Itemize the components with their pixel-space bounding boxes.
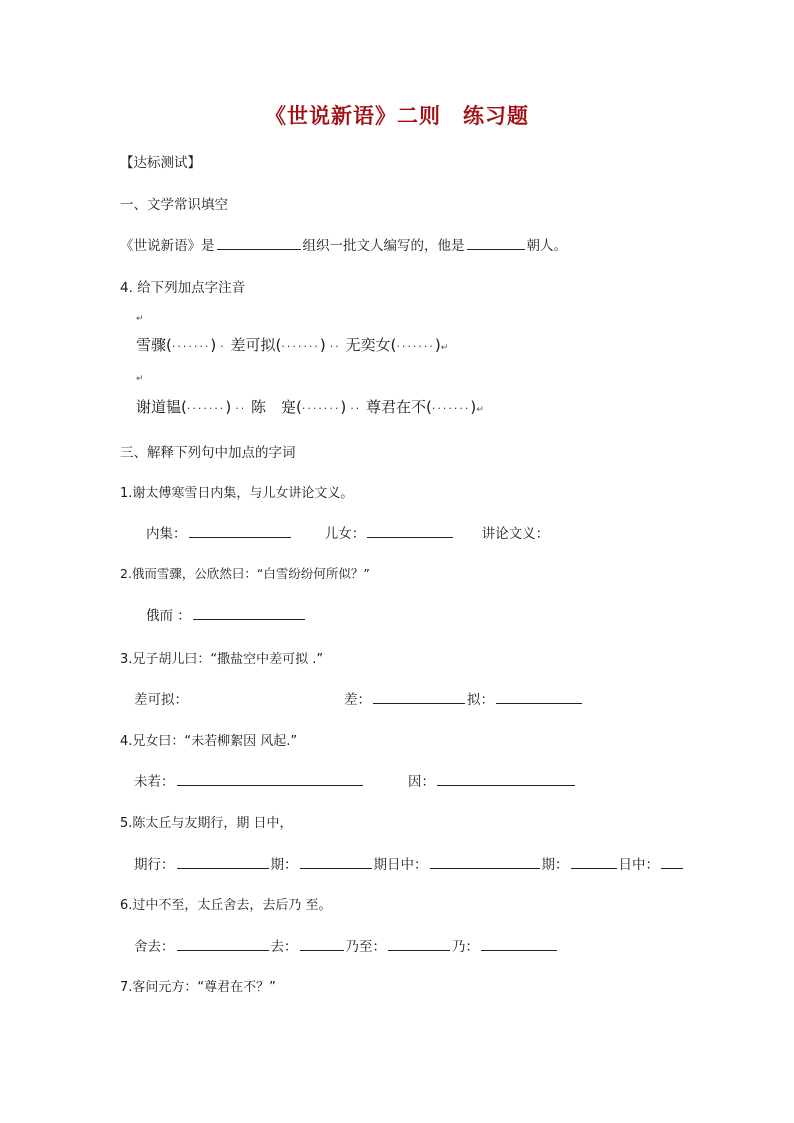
blank-line[interactable] [189, 523, 291, 538]
blank-line[interactable] [661, 854, 683, 869]
pinyin-blank[interactable]: ······· [431, 402, 471, 415]
pinyin-blank[interactable]: ······· [171, 340, 211, 353]
blank-line[interactable] [177, 936, 269, 951]
blank-line[interactable] [217, 235, 301, 250]
question-1: 1.谢太傅寒雪日内集，与儿女讲论文义。 [120, 486, 354, 501]
blank-line[interactable] [571, 854, 617, 869]
blank-line[interactable] [300, 936, 344, 951]
part1-heading: 一、文学常识填空 [120, 197, 228, 213]
blank-line[interactable] [177, 854, 269, 869]
blank-line[interactable] [467, 235, 525, 250]
answer-row-1: 内集： 儿女： 讲论文义： [146, 522, 549, 542]
pinyin-word: 雪骤 [136, 336, 167, 354]
pinyin-word: 谢道韫 [136, 398, 182, 416]
answer-row-5: 期行： 期： 期日中： 期： 日中： [134, 853, 685, 873]
sentence-part: 《世说新语》是 [120, 238, 215, 254]
pinyin-word: 尊君在不 [366, 398, 427, 416]
pinyin-blank[interactable]: ······· [396, 340, 435, 353]
return-mark: ↵ [440, 343, 449, 353]
pinyin-word: 陈 寔 [251, 398, 297, 416]
blank-line[interactable] [496, 689, 582, 704]
blank-line[interactable] [367, 523, 453, 538]
blank-line[interactable] [193, 605, 305, 620]
section-label: 【达标测试】 [120, 155, 201, 171]
answer-row-6: 舍去： 去： 乃至： 乃： [134, 935, 559, 955]
return-mark: ↵ [136, 374, 144, 384]
pinyin-word: 无奕女 [345, 336, 391, 354]
answer-row-4: 未若： 因： [134, 770, 594, 790]
pinyin-blank[interactable]: ······· [301, 402, 341, 415]
pinyin-blank[interactable]: ······· [186, 402, 226, 415]
blank-line[interactable] [437, 771, 575, 786]
question-7: 7.客问元方：“尊君在不？” [120, 980, 276, 995]
answer-row-3: 差可拟： 差： 拟： [134, 688, 594, 708]
page-title: 《世说新语》二则 练习题 [265, 103, 529, 128]
part3-heading: 三、解释下列句中加点的字词 [120, 445, 296, 461]
part2-heading: 4. 给下列加点字注音 [120, 280, 246, 296]
question-5: 5.陈太丘与友期行，期 日中， [120, 816, 293, 831]
pinyin-row: 谢道韫(·······) ·· 陈 寔(·······) ·· 尊君在不(·······)↵ [136, 398, 484, 416]
sentence-part: 组织一批文人编写的，他是 [302, 238, 465, 254]
blank-line[interactable] [177, 771, 363, 786]
blank-line[interactable] [373, 689, 465, 704]
return-mark: ↵ [136, 314, 144, 324]
question-2: 2.俄而雪骤，公欣然曰：“白雪纷纷何所似？” [120, 566, 370, 581]
blank-line[interactable] [300, 854, 372, 869]
fill-blank-sentence [120, 234, 567, 254]
blank-line[interactable] [430, 854, 540, 869]
pinyin-blank[interactable]: ······· [281, 340, 320, 353]
question-3: 3.兄子胡儿曰：“撒盐空中差可拟 .” [120, 652, 324, 667]
answer-row-2: 俄而 ： [146, 604, 307, 624]
sentence-part: 朝人。 [526, 238, 567, 254]
question-6: 6.过中不至，太丘舍去，去后乃 至。 [120, 898, 332, 913]
pinyin-word: 差可拟 [230, 336, 276, 354]
blank-line[interactable] [481, 936, 557, 951]
blank-line[interactable] [388, 936, 450, 951]
return-mark: ↵ [476, 405, 484, 415]
pinyin-row: 雪骤(·······) · 差可拟(·······) ·· 无奕女(·······)↵ [136, 336, 449, 354]
question-4: 4.兄女曰：“未若柳絮因 风起.” [120, 734, 298, 749]
